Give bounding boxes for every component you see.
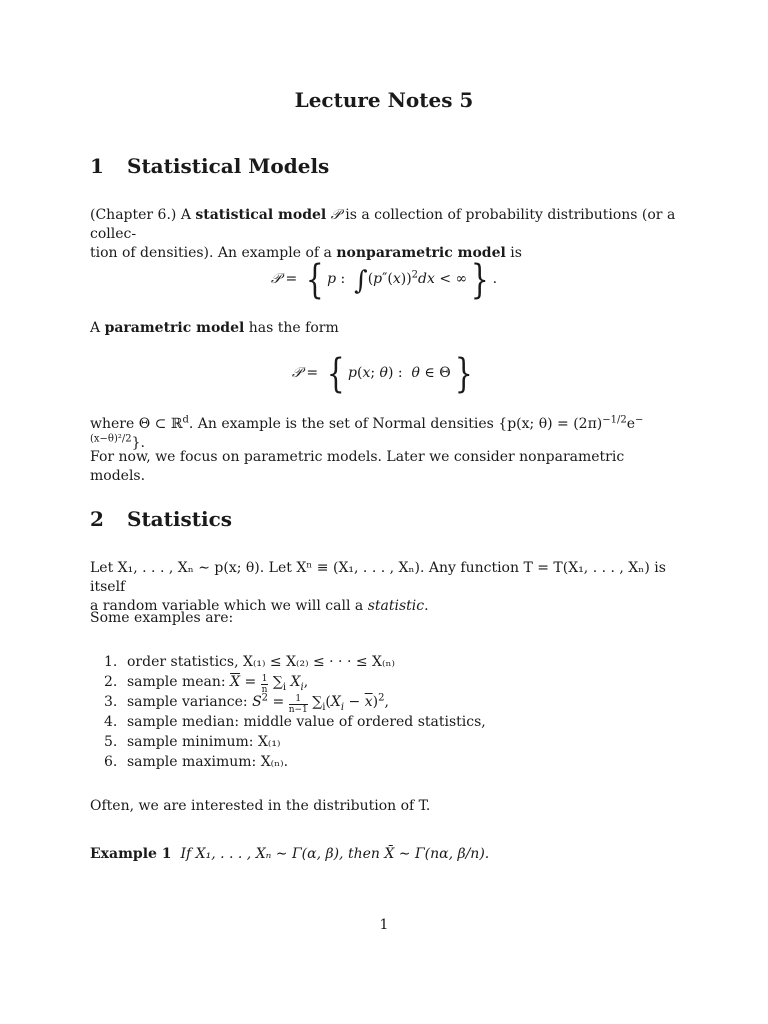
list-item-number: 3.: [104, 694, 118, 710]
paragraph-statistic-definition: [90, 559, 680, 616]
list-item-text: sample minimum: X₍₁₎: [127, 734, 281, 750]
section-heading-2: [90, 506, 232, 532]
text-span: is: [505, 245, 522, 261]
text-span: tion of densities). An example of a: [90, 245, 337, 261]
section-number: 2: [90, 507, 104, 531]
text-span: . An example is the set of Normal densities {p(x; θ) = (2π): [188, 416, 603, 432]
page-title: Lecture Notes 5: [294, 88, 474, 112]
list-item: [104, 733, 280, 752]
text-span: a random variable which we will call a: [90, 598, 368, 614]
text-span: A: [90, 320, 105, 336]
text-span: has the form: [244, 320, 339, 336]
text-span: e: [626, 416, 636, 432]
list-item-number: 5.: [104, 734, 118, 750]
list-item-text: sample mean:: [127, 674, 231, 690]
superscript: −1/2: [602, 414, 627, 426]
text-span: .: [424, 598, 429, 614]
list-item-text: order statistics, X₍₁₎ ≤ X₍₂₎ ≤ · · · ≤ X₍ₙ₎: [127, 654, 395, 670]
paragraph-parametric: [90, 319, 680, 338]
paragraph-definition: [90, 206, 680, 263]
list-item: [104, 713, 486, 732]
term-nonparametric-model: nonparametric model: [336, 245, 506, 261]
example-text: If X₁, . . . , Xₙ ∼ Γ(α, β), then X̄ ∼ Γ(nα, β/n).: [180, 846, 490, 862]
superscript: −(x−θ)²/2: [90, 414, 644, 445]
paragraph-distribution: Often, we are interested in the distribution of T.: [90, 798, 431, 814]
list-item-text: sample median: middle value of ordered statistics,: [127, 714, 486, 730]
list-item-text: sample maximum: X₍ₙ₎.: [127, 754, 289, 770]
section-title: Statistical Models: [127, 154, 330, 178]
paragraph-examples-intro: Some examples are:: [90, 610, 234, 626]
text-span: (Chapter 6.) A: [90, 207, 196, 223]
text-span: Let X₁, . . . , Xₙ ∼ p(x; θ). Let Xⁿ ≡ (X₁, . . . , Xₙ). Any function T = T(X₁, . . . , Xₙ) is itself: [90, 560, 666, 595]
term-statistic: statistic: [367, 598, 425, 614]
equation-parametric: 𝒫 = { p(x; θ) : θ ∈ Θ}: [291, 351, 473, 397]
term-parametric-model: parametric model: [104, 320, 245, 336]
example-label: Example 1: [90, 846, 172, 862]
list-item: 2. sample mean: $\overline{X}$ = $\frac{1}{n}$ $\sum_i$ $X_i$,: [104, 674, 309, 695]
list-item: [104, 653, 395, 672]
section-number: 1: [90, 154, 104, 178]
list-item-number: 2.: [104, 674, 118, 690]
list-item: [104, 753, 288, 772]
text-span: is a collection of probability distributions (or a collec-: [90, 207, 676, 242]
math-script-p: 𝒫: [330, 207, 341, 223]
paragraph-focus: For now, we focus on parametric models. Later we consider nonparametric models.: [90, 449, 625, 484]
section-title: Statistics: [127, 507, 233, 531]
page-number: 1: [379, 917, 389, 933]
section-heading-1: [90, 153, 329, 179]
list-item-number: 4.: [104, 714, 118, 730]
example-1: [90, 845, 680, 864]
equation-nonparametric: 𝒫 = { p : $\int(p''(x))^2dx$ < ∞} .: [270, 257, 498, 303]
list-item-text: sample variance:: [127, 694, 253, 710]
term-statistical-model: statistical model: [195, 207, 327, 223]
text-span: }.: [131, 435, 145, 451]
text-span: where Θ ⊂ ℝ: [90, 416, 183, 432]
superscript: d: [182, 414, 189, 426]
list-item: 3. sample variance: $S^2$ = $\frac{1}{n-1}$ $\sum_i(X_i - \overline{x})^2$,: [104, 692, 389, 715]
list-item-number: 6.: [104, 754, 118, 770]
list-item-number: 1.: [104, 654, 118, 670]
